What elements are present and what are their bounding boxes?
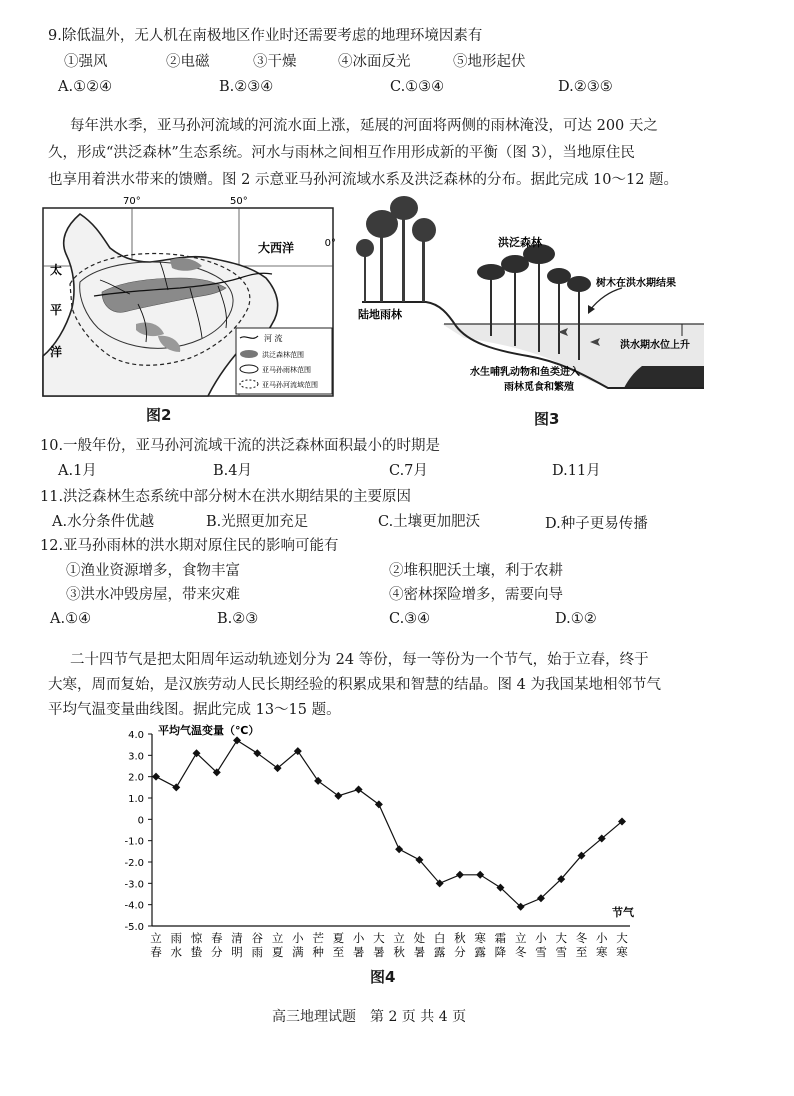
q12-item: ③洪水冲毁房屋，带来灾难 [66, 587, 240, 603]
x-tick-label: 立秋 [393, 931, 405, 959]
q9-item: ④冰面反光 [338, 54, 411, 70]
q12-option-c: C.③④ [389, 611, 431, 627]
data-point [172, 783, 180, 791]
q12-item: ②堆积肥沃土壤，利于农耕 [389, 563, 563, 579]
y-tick-label: 4.0 [128, 730, 144, 741]
y-tick-label: 2.0 [128, 772, 144, 784]
series-line [156, 740, 622, 906]
legend-flood-forest-symbol [240, 350, 258, 358]
passage1-line: 也享用着洪水带来的馈赠。图 2 示意亚马孙河流域水系及洪泛森林的分布。据此完成 10～12 题。 [48, 172, 679, 188]
passage1-line: 久，形成“洪泛森林”生态系统。河水与雨林之间相互作用形成新的平衡（图 3），当地原住民 [48, 145, 635, 161]
x-tick-label: 清明 [231, 931, 243, 959]
q9-item: ②电磁 [166, 54, 210, 70]
figure-2-caption: 图2 [146, 406, 172, 424]
legend-river-label: 河 流 [264, 334, 283, 343]
fruit-label: 树木在洪水期结果 [596, 278, 676, 289]
x-tick-label: 小满 [292, 931, 304, 959]
chart-xlabel: 节气 [612, 906, 634, 919]
x-tick-label: 谷雨 [251, 931, 264, 959]
q9-stem: 9.除低温外，无人机在南极地区作业时还需要考虑的地理环境因素有 [48, 28, 483, 44]
tree-trunk [422, 236, 425, 302]
q10-option-c: C.7月 [389, 463, 428, 479]
figure-4-chart [100, 722, 660, 962]
x-tick-label: 夏至 [332, 931, 345, 959]
tree-trunk [578, 286, 580, 360]
land-rainforest-trees [356, 196, 436, 302]
legend-rainforest-label: 亚马孙雨林范围 [262, 366, 311, 374]
q10-stem: 10.一般年份，亚马孙河流域干流的洪泛森林面积最小的时期是 [40, 438, 441, 454]
q12-item: ①渔业资源增多，食物丰富 [66, 563, 240, 579]
chart-ylabel: 平均气温变量（℃） [158, 724, 260, 737]
y-tick-label: -2.0 [124, 858, 144, 869]
data-point [456, 871, 464, 879]
x-tick-label: 惊蛰 [190, 931, 203, 959]
data-point [233, 736, 241, 744]
x-tick-label: 小寒 [595, 931, 608, 959]
page-footer: 高三地理试题 第 2 页 共 4 页 [272, 1009, 467, 1025]
figure-2-map [40, 196, 338, 404]
x-tick-label: 秋分 [454, 931, 466, 959]
x-tick-label: 霜降 [494, 931, 507, 959]
tree-trunk [538, 256, 540, 352]
equator-label: 0° [324, 238, 336, 249]
flood-forest-label: 洪泛森林 [498, 236, 542, 249]
q9-item: ⑤地形起伏 [453, 54, 526, 70]
land-rainforest-label: 陆地雨林 [358, 308, 402, 321]
y-tick-label: -3.0 [124, 879, 144, 891]
q9-item: ①强风 [64, 54, 108, 70]
tree-crown [567, 276, 591, 292]
pacific-label-3: 洋 [50, 345, 63, 359]
x-tick-label: 立夏 [271, 931, 284, 959]
tree-trunk [402, 214, 405, 302]
atlantic-label: 大西洋 [258, 241, 295, 255]
tree-trunk [380, 232, 383, 302]
y-tick-label: -1.0 [124, 836, 144, 848]
q10-option-a: A.1月 [58, 463, 97, 479]
x-tick-label: 冬至 [575, 931, 588, 959]
legend-flood-forest-label: 洪泛森林范围 [262, 351, 304, 359]
q12-option-a: A.①④ [50, 611, 92, 627]
y-tick-label: 3.0 [128, 751, 144, 763]
q11-stem: 11.洪泛森林生态系统中部分树木在洪水期结果的主要原因 [40, 489, 412, 505]
tree-trunk [364, 252, 366, 302]
fruit-arrow [590, 288, 622, 310]
tree-trunk [558, 278, 560, 354]
figure-4-caption: 图4 [370, 968, 396, 986]
lon-label-50: 50° [230, 196, 248, 207]
x-tick-label: 小暑 [352, 931, 365, 959]
x-tick-label: 大暑 [373, 931, 385, 959]
q9-option-b: B.②③④ [219, 79, 274, 95]
tree-trunk [514, 266, 516, 346]
q12-item: ④密林探险增多，需要向导 [389, 587, 563, 603]
x-tick-label: 白露 [433, 931, 446, 959]
animals-label-2: 雨林觅食和繁殖 [504, 382, 574, 393]
data-point [152, 773, 160, 781]
x-tick-label: 雨水 [170, 931, 183, 959]
x-tick-label: 大雪 [555, 931, 567, 959]
animals-label-1: 水生哺乳动物和鱼类进入 [470, 367, 580, 378]
q11-option-a: A.水分条件优越 [52, 514, 155, 530]
y-tick-label: 1.0 [128, 794, 144, 805]
x-tick-label: 小雪 [535, 931, 547, 959]
q11-option-c: C.土壤更加肥沃 [378, 514, 481, 530]
passage2-line: 平均气温变量曲线图。据此完成 13～15 题。 [48, 702, 341, 718]
pacific-label-1: 太 [50, 263, 63, 277]
pacific-label-2: 平 [50, 303, 63, 317]
fruit-arrow-head [588, 305, 595, 314]
tree-crown [412, 218, 436, 242]
x-tick-label: 春分 [211, 931, 223, 959]
x-tick-label: 立春 [150, 931, 162, 959]
lon-label-70: 70° [123, 196, 141, 207]
passage2-line: 二十四节气是把太阳周年运动轨迹划分为 24 等份，每一等份为一个节气，始于立春，终于 [70, 652, 649, 668]
q9-option-a: A.①②④ [58, 79, 113, 95]
x-tick-label: 处暑 [413, 931, 426, 959]
q12-option-d: D.①② [555, 611, 597, 627]
q10-option-d: D.11月 [552, 463, 601, 479]
water-rise-label: 洪水期水位上升 [620, 340, 690, 351]
q11-option-b: B.光照更加充足 [206, 514, 309, 530]
q12-stem: 12.亚马孙雨林的洪水期对原住民的影响可能有 [40, 538, 339, 554]
tree-crown [356, 239, 374, 257]
y-tick-label: -4.0 [124, 900, 144, 912]
data-point [395, 845, 403, 853]
figure-3-diagram [352, 192, 708, 404]
tree-crown [477, 264, 505, 280]
q9-option-d: D.②③⑤ [558, 79, 613, 95]
legend-basin-label: 亚马孙河流域范围 [262, 381, 318, 389]
passage1-line: 每年洪水季，亚马孙河流域的河流水面上涨，延展的河面将两侧的雨林淹没，可达 200 天之 [70, 118, 658, 134]
x-tick-label: 大寒 [616, 931, 628, 959]
figure-3-caption: 图3 [534, 410, 560, 428]
y-tick-label: -5.0 [124, 922, 144, 933]
y-tick-label: 0 [137, 815, 144, 827]
tree-crown [390, 196, 418, 220]
passage2-line: 大寒，周而复始，是汉族劳动人民长期经验的积累成果和智慧的结晶。图 4 为我国某地相邻节气 [48, 677, 661, 693]
x-tick-label: 寒露 [474, 931, 486, 959]
q9-item: ③干燥 [253, 54, 297, 70]
data-point [476, 871, 484, 879]
tree-crown [547, 268, 571, 284]
tree-trunk [490, 274, 492, 336]
q9-option-c: C.①③④ [390, 79, 445, 95]
q11-option-d: D.种子更易传播 [545, 516, 648, 532]
q10-option-b: B.4月 [213, 463, 252, 479]
x-tick-label: 芒种 [312, 931, 324, 959]
q12-option-b: B.②③ [217, 611, 259, 627]
x-tick-label: 立冬 [514, 931, 527, 959]
